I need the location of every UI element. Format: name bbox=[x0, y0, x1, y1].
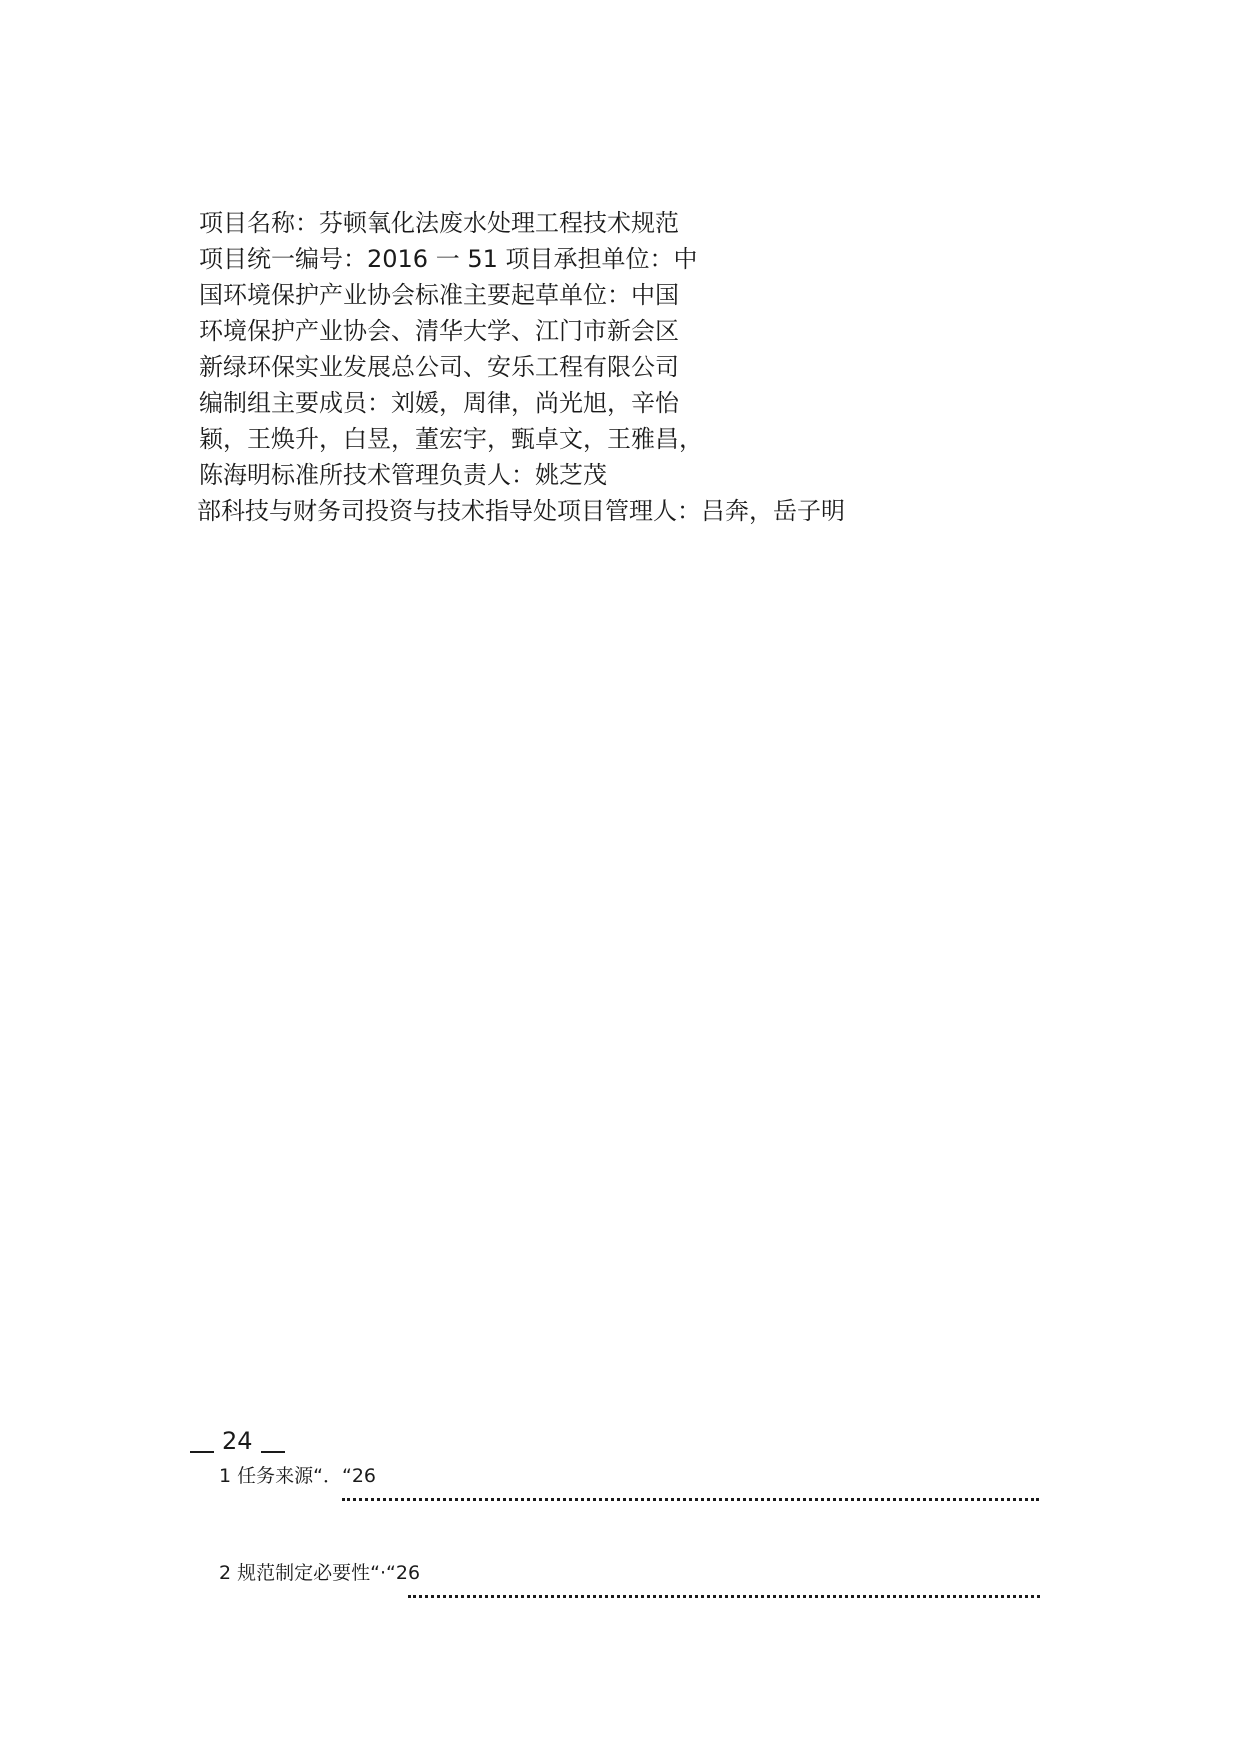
project-info-line: 新绿环保实业发展总公司、安乐工程有限公司 bbox=[199, 353, 679, 381]
project-info-line: 环境保护产业协会、清华大学、江门市新会区 bbox=[199, 317, 679, 345]
page-number-dash-left bbox=[190, 1451, 214, 1453]
project-info-line: 国环境保护产业协会标准主要起草单位：中国 bbox=[199, 281, 679, 309]
project-info-block bbox=[197, 205, 845, 529]
page-number-dash-right bbox=[261, 1451, 285, 1453]
project-info-line: 部科技与财务司投资与技术指导处项目管理人：吕奔，岳子明 bbox=[197, 497, 845, 525]
project-info-line: 项目名称：芬顿氧化法废水处理工程技术规范 bbox=[199, 209, 679, 237]
toc-dot-leader bbox=[342, 1498, 1039, 1501]
project-info-line: 项目统一编号：2016 一 51 项目承担单位：中 bbox=[199, 245, 698, 273]
project-info-line: 编制组主要成员：刘媛，周律，尚光旭，辛怡 bbox=[199, 389, 679, 417]
page-number bbox=[190, 1424, 285, 1458]
page-number-text: 24 bbox=[222, 1427, 253, 1455]
toc-entry-necessity[interactable]: 2 规范制定必要性“·“26 bbox=[219, 1562, 421, 1584]
toc-dot-leader bbox=[408, 1595, 1040, 1598]
project-info-line: 陈海明标准所技术管理负责人：姚芝茂 bbox=[199, 461, 607, 489]
toc-entry-task-source[interactable]: 1 任务来源“．“26 bbox=[219, 1465, 376, 1487]
project-info-line: 颖，王焕升，白昱，董宏宇，甄卓文，王雅昌， bbox=[199, 425, 703, 453]
